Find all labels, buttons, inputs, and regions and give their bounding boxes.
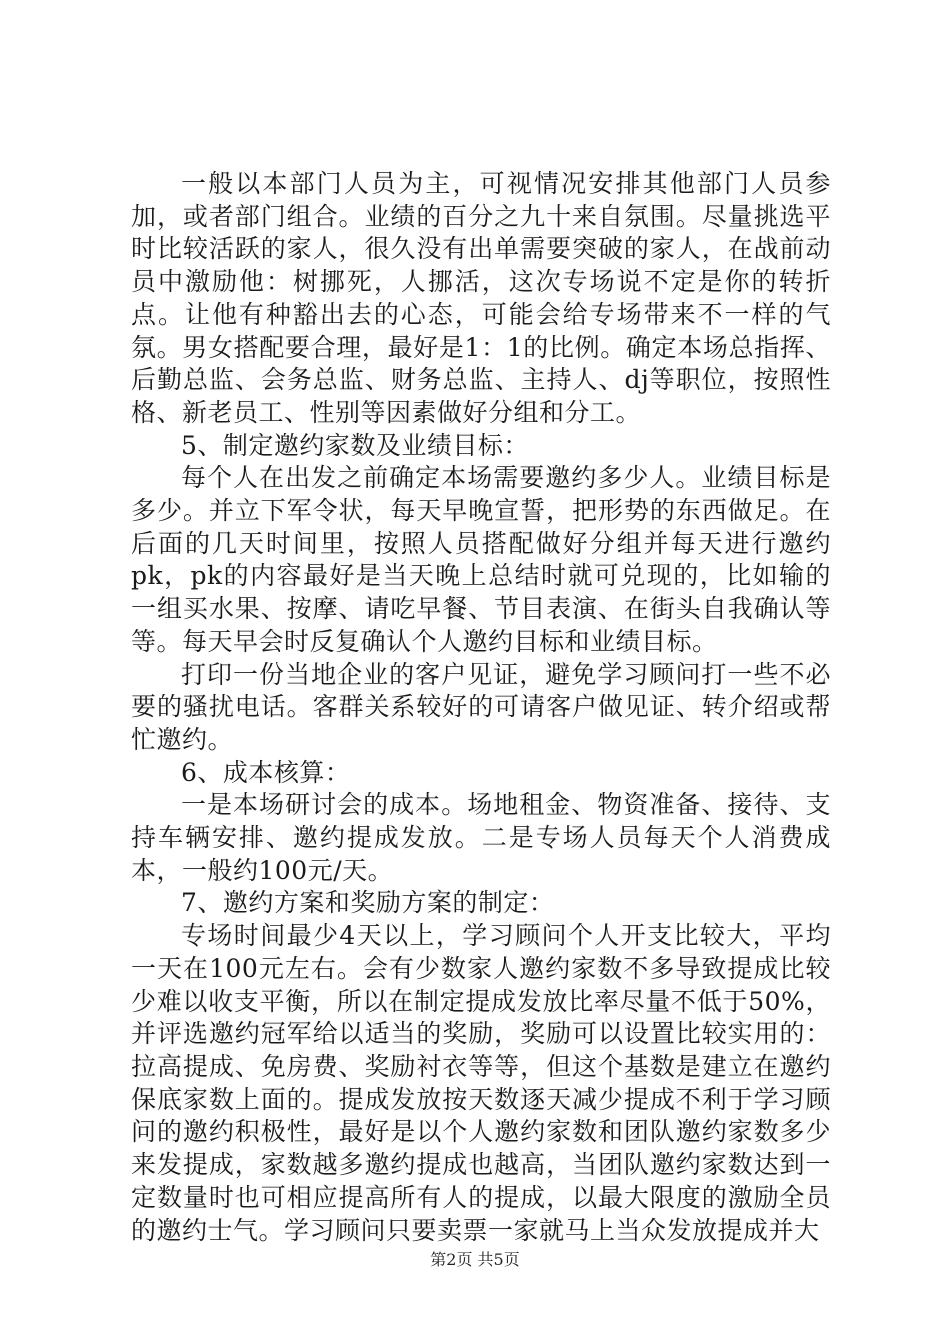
document-body <box>131 168 831 1247</box>
paragraph-staffing: 一般以本部门人员为主，可视情况安排其他部门人员参加，或者部门组合。业绩的百分之九十来自氛围。尽量挑选平时比较活跃的家人，很久没有出单需要突破的家人，在战前动员中激励他：树挪死，人挪活，这次专场说不定是你的转折点。让他有种豁出去的心态，可能会给专场带来不一样的气氛。男女搭配要合理，最好是1：1的比例。确定本场总指挥、后勤总监、会务总监、财务总监、主持人、dj等职位，按照性格、新老员工、性别等因素做好分组和分工。 <box>131 169 831 427</box>
heading-invitation-targets: 5、制定邀约家数及业绩目标： <box>181 430 529 460</box>
paragraph-reward-plan: 专场时间最少4天以上，学习顾问个人开支比较大，平均一天在100元左右。会有少数家人邀约家数不多导致提成比较少难以收支平衡，所以在制定提成发放比率尽量不低于50%，并评选邀约冠军给以适当的奖励，奖励可以设置比较实用的：拉高提成、免房费、奖励衬衣等等，但这个基数是建立在邀约保底家数上面的。提成发放按天数逐天减少提成不利于学习顾问的邀约积极性，最好是以个人邀约家数和团队邀约家数多少来发提成，家数越多邀约提成也越高，当团队邀约家数达到一定数量时也可相应提高所有人的提成，以最大限度的激励全员的邀约士气。学习顾问只要卖票一家就马上当众发放提成并大 <box>131 921 831 1245</box>
paragraph-cost-accounting: 一是本场研讨会的成本。场地租金、物资准备、接待、支持车辆安排、邀约提成发放。二是专场人员每天个人消费成本，一般约100元/天。 <box>131 790 831 885</box>
paragraph-customer-testimony: 打印一份当地企业的客户见证，避免学习顾问打一些不必要的骚扰电话。客群关系较好的可请客户做见证、转介绍或帮忙邀约。 <box>131 659 831 754</box>
paragraph-invitation-targets: 每个人在出发之前确定本场需要邀约多少人。业绩目标是多少。并立下军令状，每天早晚宣誓，把形势的东西做足。在后面的几天时间里，按照人员搭配做好分组并每天进行邀约pk，pk的内容最好是当天晚上总结时就可兑现的，比如输的一组买水果、按摩、请吃早餐、节目表演、在街头自我确认等等。每天早会时反复确认个人邀约目标和业绩目标。 <box>131 463 831 656</box>
heading-cost-accounting: 6、成本核算： <box>181 757 351 787</box>
heading-reward-plan: 7、邀约方案和奖励方案的制定： <box>181 888 555 918</box>
page-footer: 第2页 共5页 <box>430 1250 520 1269</box>
